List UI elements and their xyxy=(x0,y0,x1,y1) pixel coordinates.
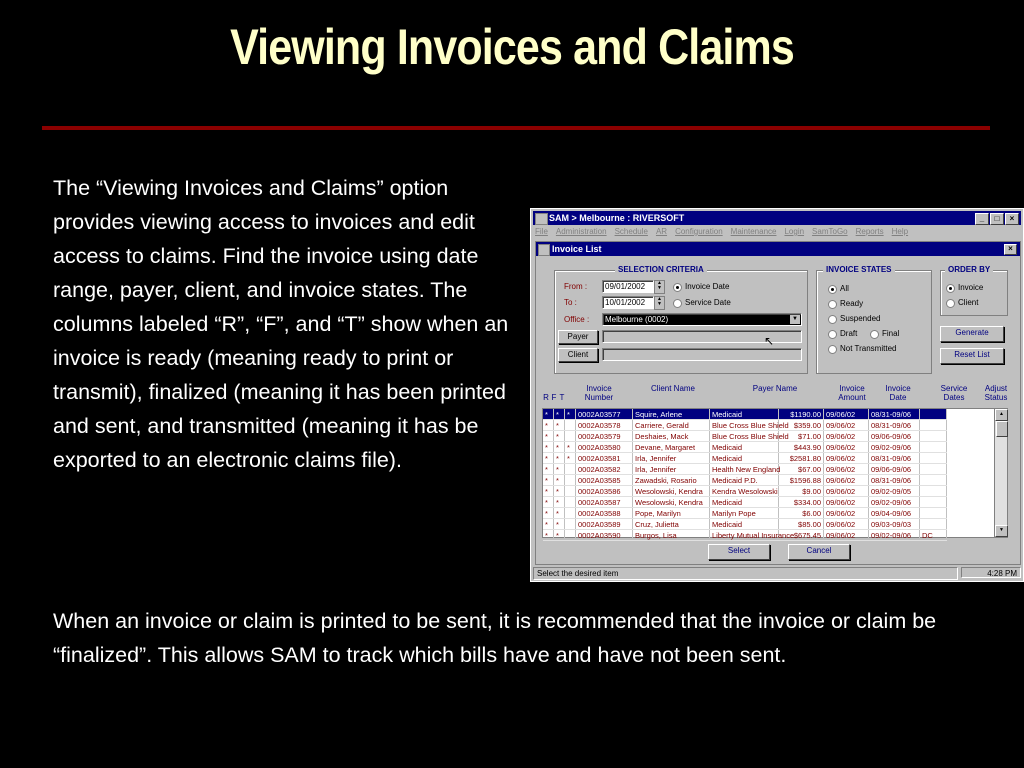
service-date-radio[interactable]: Service Date xyxy=(673,298,731,308)
column-header-adjust-status: Adjust Status xyxy=(984,384,1008,402)
final-flag: * xyxy=(554,508,565,519)
select-button[interactable]: Select xyxy=(708,544,770,560)
sam-app-window xyxy=(530,208,1024,582)
service-dates-cell: 09/03-09/03 xyxy=(869,519,920,530)
table-row[interactable] xyxy=(543,486,947,497)
menu-item-reports[interactable]: Reports xyxy=(855,227,884,236)
service-dates-cell: 09/06-09/06 xyxy=(869,431,920,442)
order-by-heading: ORDER BY xyxy=(945,265,993,274)
service-dates-cell: 09/06-09/06 xyxy=(869,464,920,475)
mouse-cursor-icon: ↖ xyxy=(764,334,775,348)
table-row[interactable] xyxy=(543,508,947,519)
invoice-number-cell: 0002A03590 xyxy=(576,530,633,541)
ready-flag: * xyxy=(543,442,554,453)
service-dates-cell: 09/02-09/06 xyxy=(869,442,920,453)
invoice-amount-cell: $334.00 xyxy=(779,497,824,508)
service-dates-cell: 09/02-09/05 xyxy=(869,486,920,497)
status-bar xyxy=(533,567,1021,579)
transmitted-flag xyxy=(565,530,576,541)
ready-flag: * xyxy=(543,409,554,420)
adjust-status-cell xyxy=(920,431,947,442)
invoice-amount-cell: $443.90 xyxy=(779,442,824,453)
menu-item-ar[interactable]: AR xyxy=(655,227,668,236)
invoice-date-cell: 09/06/02 xyxy=(824,420,869,431)
final-flag: * xyxy=(554,442,565,453)
transmitted-flag xyxy=(565,486,576,497)
invoice-amount-cell: $67.00 xyxy=(779,464,824,475)
transmitted-flag: * xyxy=(565,453,576,464)
transmitted-flag xyxy=(565,464,576,475)
table-row[interactable] xyxy=(543,453,947,464)
transmitted-flag xyxy=(565,475,576,486)
adjust-status-cell xyxy=(920,442,947,453)
transmitted-flag xyxy=(565,519,576,530)
column-header-service-dates: Service Dates xyxy=(940,384,968,402)
payer-name-cell: Liberty Mutual Insurance xyxy=(710,530,779,541)
invoice-number-cell: 0002A03580 xyxy=(576,442,633,453)
invoice-amount-cell: $85.00 xyxy=(779,519,824,530)
column-header-invoice-date: Invoice Date xyxy=(885,384,911,402)
table-row[interactable] xyxy=(543,442,947,453)
column-header-payer-name: Payer Name xyxy=(752,384,798,393)
invoice-date-cell: 09/06/02 xyxy=(824,475,869,486)
column-header-client-name: Client Name xyxy=(650,384,695,393)
invoice-date-cell: 09/06/02 xyxy=(824,486,869,497)
invoice-number-cell: 0002A03582 xyxy=(576,464,633,475)
column-header-r: R xyxy=(543,393,549,402)
menu-item-samtogo[interactable]: SamToGo xyxy=(812,227,848,236)
client-name-cell: Carriere, Gerald xyxy=(633,420,710,431)
status-clock: 4:28 PM xyxy=(961,567,1021,578)
scroll-up-icon[interactable]: ▲ xyxy=(995,409,1008,421)
invoice-number-cell: 0002A03587 xyxy=(576,497,633,508)
payer-name-cell: Medicaid xyxy=(710,453,779,464)
chevron-down-icon[interactable]: ▼ xyxy=(790,315,800,324)
state-ready-radio[interactable]: Ready xyxy=(828,299,863,309)
client-name-cell: Irla, Jennifer xyxy=(633,453,710,464)
ready-flag: * xyxy=(543,497,554,508)
window-titlebar xyxy=(533,211,1021,225)
reset-list-button[interactable]: Reset List xyxy=(940,348,1004,364)
table-row[interactable] xyxy=(543,475,947,486)
table-row[interactable] xyxy=(543,497,947,508)
client-name-cell: Wesolowski, Kendra xyxy=(633,497,710,508)
invoice-date-cell: 09/06/02 xyxy=(824,464,869,475)
scroll-down-icon[interactable]: ▼ xyxy=(995,525,1008,537)
service-dates-cell: 09/02-09/06 xyxy=(869,530,920,541)
invoice-date-radio[interactable]: Invoice Date xyxy=(673,282,729,292)
adjust-status-cell xyxy=(920,508,947,519)
table-row[interactable] xyxy=(543,420,947,431)
adjust-status-cell xyxy=(920,409,947,420)
column-header-invoice-amount: Invoice Amount xyxy=(838,384,866,402)
transmitted-flag xyxy=(565,420,576,431)
invoice-amount-cell: $1596.88 xyxy=(779,475,824,486)
menu-bar xyxy=(535,227,908,239)
final-flag: * xyxy=(554,420,565,431)
state-draft-radio[interactable]: Draft xyxy=(828,329,857,339)
grid-header xyxy=(542,384,1016,406)
to-date-input[interactable]: 10/01/2002 xyxy=(602,296,654,309)
client-name-cell: Burgos, Lisa xyxy=(633,530,710,541)
maximize-button[interactable]: □ xyxy=(990,213,1004,225)
client-name-cell: Wesolowski, Kendra xyxy=(633,486,710,497)
table-row[interactable] xyxy=(543,519,947,530)
ready-flag: * xyxy=(543,519,554,530)
office-select-value: Melbourne (0002) xyxy=(605,315,669,324)
invoice-list-close-button[interactable]: × xyxy=(1004,244,1017,255)
adjust-status-cell xyxy=(920,475,947,486)
client-name-cell: Cruz, Julietta xyxy=(633,519,710,530)
invoice-date-cell: 09/06/02 xyxy=(824,519,869,530)
to-label: To : xyxy=(564,298,577,307)
invoice-table xyxy=(543,409,947,541)
order-by-group xyxy=(940,265,1008,316)
final-flag: * xyxy=(554,431,565,442)
adjust-status-cell xyxy=(920,497,947,508)
invoice-list-title: Invoice List xyxy=(552,244,602,254)
invoice-amount-cell: $2581.80 xyxy=(779,453,824,464)
office-select[interactable] xyxy=(602,313,802,326)
column-header-f: F xyxy=(551,393,557,402)
service-dates-cell: 08/31-09/06 xyxy=(869,409,920,420)
scroll-thumb[interactable] xyxy=(996,421,1008,437)
to-date-spinner[interactable]: ▲ ▼ xyxy=(654,296,665,310)
from-date-spinner[interactable]: ▲ ▼ xyxy=(654,280,665,294)
table-row[interactable] xyxy=(543,431,947,442)
client-name-cell: Devane, Margaret xyxy=(633,442,710,453)
payer-name-cell: Medicaid xyxy=(710,497,779,508)
ready-flag: * xyxy=(543,508,554,519)
ready-flag: * xyxy=(543,486,554,497)
invoice-amount-cell: $71.00 xyxy=(779,431,824,442)
table-row[interactable] xyxy=(543,530,947,541)
client-name-cell: Irla, Jennifer xyxy=(633,464,710,475)
menu-item-administration[interactable]: Administration xyxy=(555,227,607,236)
final-flag: * xyxy=(554,530,565,541)
column-header-invoice-number: Invoice Number xyxy=(584,384,614,402)
table-row[interactable] xyxy=(543,409,947,420)
invoice-number-cell: 0002A03579 xyxy=(576,431,633,442)
close-button[interactable]: × xyxy=(1005,213,1019,225)
payer-name-cell: Medicaid P.D. xyxy=(710,475,779,486)
payer-name-cell: Kendra Wesolowski xyxy=(710,486,779,497)
office-label: Office : xyxy=(564,315,590,324)
invoice-date-cell: 09/06/02 xyxy=(824,508,869,519)
service-dates-cell: 08/31-09/06 xyxy=(869,475,920,486)
window-title: SAM > Melbourne : RIVERSOFT xyxy=(549,213,685,223)
invoice-amount-cell: $9.00 xyxy=(779,486,824,497)
recommendation-paragraph: When an invoice or claim is printed to be sent, it is recommended that the invoice or claim be “finalized”. This allows SAM to track which bills have and have not been sent. xyxy=(53,609,937,667)
invoice-number-cell: 0002A03578 xyxy=(576,420,633,431)
final-flag: * xyxy=(554,409,565,420)
payer-name-cell: Health New England xyxy=(710,464,779,475)
invoice-number-cell: 0002A03581 xyxy=(576,453,633,464)
description-paragraph: The “Viewing Invoices and Claims” option provides viewing access to invoices and edit access to claims. Find the invoice using date range, payer, client, and invoice states. The columns labeled “R”, “F”, and “T” show when an invoice is ready (meaning ready to print or transmit), finalized (meaning it has been printed and sent, and transmitted (meaning it has be exported to an electronic claims file). xyxy=(53,176,509,472)
final-flag: * xyxy=(554,464,565,475)
payer-name-cell: Medicaid xyxy=(710,519,779,530)
selection-criteria-heading: SELECTION CRITERIA xyxy=(615,265,707,274)
adjust-status-cell xyxy=(920,486,947,497)
invoice-number-cell: 0002A03588 xyxy=(576,508,633,519)
client-field[interactable] xyxy=(602,348,802,361)
invoice-date-cell: 09/06/02 xyxy=(824,442,869,453)
invoice-states-heading: INVOICE STATES xyxy=(823,265,895,274)
order-client-radio[interactable]: Client xyxy=(946,298,978,308)
service-dates-cell: 08/31-09/06 xyxy=(869,453,920,464)
menu-item-schedule[interactable]: Schedule xyxy=(614,227,648,236)
service-dates-cell: 09/02-09/06 xyxy=(869,497,920,508)
transmitted-flag: * xyxy=(565,442,576,453)
invoice-amount-cell: $1190.00 xyxy=(779,409,824,420)
state-not-transmitted-radio[interactable]: Not Transmitted xyxy=(828,344,896,354)
invoice-amount-cell: $359.00 xyxy=(779,420,824,431)
payer-name-cell: Medicaid xyxy=(710,409,779,420)
menu-item-maintenance[interactable]: Maintenance xyxy=(730,227,777,236)
adjust-status-cell xyxy=(920,453,947,464)
from-label: From : xyxy=(564,282,588,291)
invoice-amount-cell: $675.45 xyxy=(779,530,824,541)
generate-button[interactable]: Generate xyxy=(940,326,1004,342)
adjust-status-cell: DC xyxy=(920,530,947,541)
ready-flag: * xyxy=(543,530,554,541)
grid-scrollbar[interactable] xyxy=(994,409,1007,537)
payer-button[interactable]: Payer xyxy=(558,330,598,344)
menu-item-file[interactable]: File xyxy=(535,227,548,236)
payer-name-cell: Blue Cross Blue Shield xyxy=(710,431,779,442)
slide-title: Viewing Invoices and Claims xyxy=(230,19,794,75)
invoice-date-cell: 09/06/02 xyxy=(824,497,869,508)
status-message: Select the desired item xyxy=(533,567,958,580)
menu-item-configuration[interactable]: Configuration xyxy=(675,227,723,236)
transmitted-flag: * xyxy=(565,409,576,420)
ready-flag: * xyxy=(543,420,554,431)
invoice-date-cell: 09/06/02 xyxy=(824,530,869,541)
cancel-button[interactable]: Cancel xyxy=(788,544,850,560)
adjust-status-cell xyxy=(920,519,947,530)
ready-flag: * xyxy=(543,453,554,464)
app-icon xyxy=(535,213,548,225)
client-name-cell: Squire, Arlene xyxy=(633,409,710,420)
final-flag: * xyxy=(554,497,565,508)
payer-name-cell: Medicaid xyxy=(710,442,779,453)
service-dates-cell: 09/04-09/06 xyxy=(869,508,920,519)
column-header-t: T xyxy=(559,393,565,402)
invoice-list-window xyxy=(535,241,1021,565)
invoice-number-cell: 0002A03589 xyxy=(576,519,633,530)
order-invoice-radio[interactable]: Invoice xyxy=(946,283,983,293)
invoice-date-cell: 09/06/02 xyxy=(824,409,869,420)
client-name-cell: Deshaies, Mack xyxy=(633,431,710,442)
ready-flag: * xyxy=(543,431,554,442)
transmitted-flag xyxy=(565,497,576,508)
invoice-date-cell: 09/06/02 xyxy=(824,453,869,464)
client-name-cell: Pope, Marilyn xyxy=(633,508,710,519)
invoice-number-cell: 0002A03577 xyxy=(576,409,633,420)
state-all-radio[interactable]: All xyxy=(828,284,849,294)
invoice-grid xyxy=(542,408,1008,538)
document-icon xyxy=(538,244,550,256)
menu-item-help[interactable]: Help xyxy=(891,227,909,236)
ready-flag: * xyxy=(543,475,554,486)
service-dates-cell: 08/31-09/06 xyxy=(869,420,920,431)
invoice-number-cell: 0002A03585 xyxy=(576,475,633,486)
transmitted-flag xyxy=(565,431,576,442)
invoice-date-cell: 09/06/02 xyxy=(824,431,869,442)
invoice-amount-cell: $6.00 xyxy=(779,508,824,519)
minimize-button[interactable]: _ xyxy=(975,213,989,225)
from-date-input[interactable]: 09/01/2002 xyxy=(602,280,654,293)
state-suspended-radio[interactable]: Suspended xyxy=(828,314,880,324)
invoice-list-titlebar xyxy=(536,242,1020,256)
final-flag: * xyxy=(554,486,565,497)
title-divider xyxy=(42,126,990,130)
ready-flag: * xyxy=(543,464,554,475)
menu-item-login[interactable]: Login xyxy=(784,227,805,236)
adjust-status-cell xyxy=(920,420,947,431)
invoice-number-cell: 0002A03586 xyxy=(576,486,633,497)
state-final-radio[interactable]: Final xyxy=(870,329,899,339)
final-flag: * xyxy=(554,453,565,464)
client-name-cell: Zawadski, Rosario xyxy=(633,475,710,486)
adjust-status-cell xyxy=(920,464,947,475)
transmitted-flag xyxy=(565,508,576,519)
payer-name-cell: Marilyn Pope xyxy=(710,508,779,519)
payer-name-cell: Blue Cross Blue Shield xyxy=(710,420,779,431)
client-button[interactable]: Client xyxy=(558,348,598,362)
final-flag: * xyxy=(554,519,565,530)
final-flag: * xyxy=(554,475,565,486)
table-row[interactable] xyxy=(543,464,947,475)
